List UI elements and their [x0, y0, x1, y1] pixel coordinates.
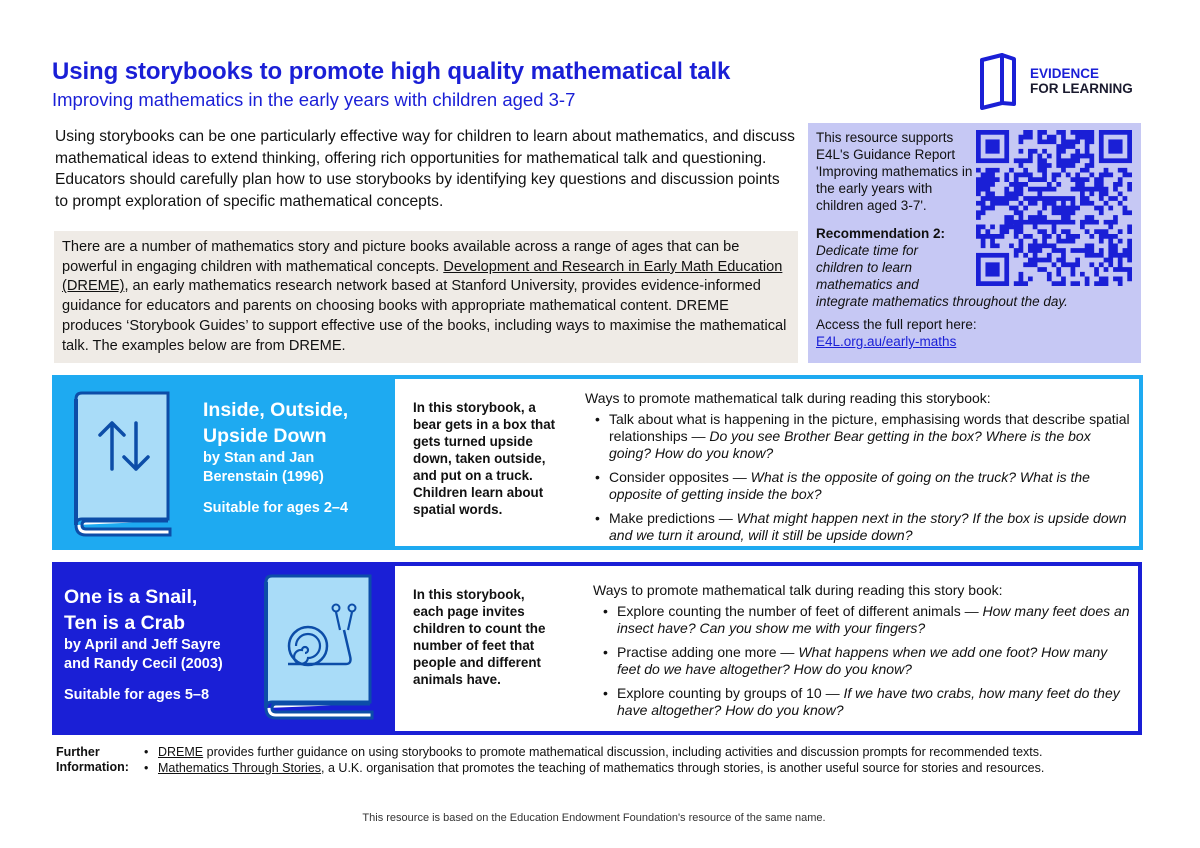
book2-title-1: One is a Snail, — [64, 586, 198, 608]
list-item: • DREME provides further guidance on using storybooks to promote mathematical discussion, including activities and discussion prompts for recommended texts. — [143, 745, 1153, 761]
book2-author-2: and Randy Cecil (2003) — [64, 656, 223, 672]
dreme-further-link[interactable]: DREME — [158, 745, 204, 759]
book1-summary: In this storybook, a bear gets in a box that gets turned upside down, taken outside, and put on a truck. Children learn about spatial words. — [413, 400, 556, 517]
book2-author-1: by April and Jeff Sayre — [64, 637, 221, 653]
further-info-list — [143, 745, 1153, 776]
page-subtitle: Improving mathematics in the early years with children aged 3-7 — [52, 89, 576, 110]
book2-summary: In this storybook, each page invites children to count the number of feet that people and different animals have. — [413, 587, 546, 687]
book2-title-2: Ten is a Crab — [64, 612, 186, 634]
footer-note: This resource is based on the Education Endowment Foundation's resource of the same name. — [362, 812, 826, 824]
book2-ways-title: Ways to promote mathematical talk during reading this story book: — [593, 582, 1003, 598]
qr-code[interactable] — [976, 130, 1132, 286]
list-item: • Consider opposites — What is the opposite of going on the truck? What is the opposite of getting inside the box? — [585, 469, 1133, 503]
recommendation-title: Recommendation 2: — [816, 226, 946, 241]
access-label: Access the full report here: — [816, 317, 977, 332]
intro-paragraph: Using storybooks can be one particularly effective way for children to learn about mathematics, and discuss mathematical ideas to extend thinking, offering rich opportunities for mathematical talk and questioning. Educators should carefully plan how to use storybooks by identifying key questions and discussion points to prompt exploration of specific mathematical concepts. — [55, 128, 795, 210]
info-text-start: There are a number of mathematics story and picture books available across a range of ages that can be powerful in engaging children with mathematical concepts. — [62, 239, 740, 275]
maths-through-stories-link[interactable]: Mathematics Through Stories — [158, 760, 322, 775]
list-item: • Make predictions — What might happen next in the story? If the box is upside down and we turn it around, will it still be upside down? — [585, 510, 1133, 544]
book1-ages: Suitable for ages 2–4 — [203, 500, 349, 516]
report-link[interactable]: E4L.org.au/early-maths — [816, 334, 957, 349]
book-logo-icon — [978, 52, 1018, 110]
guidance-intro: This resource supports E4L's Guidance Report 'Improving mathematics in the early years with children aged 3-7'. — [816, 130, 973, 213]
book1-title-1: Inside, Outside, — [203, 399, 349, 421]
book1-ways — [585, 390, 1133, 551]
book2-ages: Suitable for ages 5–8 — [64, 687, 210, 703]
list-item: • Talk about what is happening in the picture, emphasising words that describe spatial relationships — Do you see Brother Bear getting in the box? Where is the box going? How do you know? — [585, 411, 1133, 462]
logo-line2: FOR LEARNING — [1030, 81, 1133, 96]
info-text-end: , an early mathematics research network based at Stanford University, provides evidence-informed guidance for educators and parents on choosing books with appropriate mathematical content. DREME produces ‘Storybook Guides’ to support effective use of the books, including ways to maximise the mathematical talk. The examples below are from DREME. — [62, 278, 787, 354]
e4l-logo[interactable] — [978, 52, 1148, 110]
recommendation-text-2: integrate mathematics throughout the day. — [816, 294, 1068, 309]
page-title: Using storybooks to promote high quality mathematical talk — [52, 58, 731, 85]
further-info-label: Further Information: — [56, 745, 129, 774]
book1-author-2: Berenstain (1996) — [203, 469, 324, 485]
list-item: • Mathematics Through Stories, a U.K. organisation that promotes the teaching of mathematics through stories, is another useful source for stories and resources. — [143, 761, 1153, 777]
recommendation-text: Dedicate time for children to learn mathematics and — [816, 243, 919, 292]
list-item: • Explore counting the number of feet of different animals — How many feet does an insect have? Can you show me with your fingers? — [593, 603, 1133, 637]
logo-line1: EVIDENCE — [1030, 66, 1100, 81]
book2-ways — [593, 582, 1133, 726]
list-item: • Explore counting by groups of 10 — If we have two crabs, how many feet do they have altogether? How do you know? — [593, 685, 1133, 719]
book1-author-1: by Stan and Jan — [203, 450, 315, 466]
list-item: • Practise adding one more — What happens when we add one foot? How many feet do we have altogether? How do you know? — [593, 644, 1133, 678]
up-down-arrows-icon — [70, 389, 174, 539]
book1-ways-title: Ways to promote mathematical talk during reading this storybook: — [585, 390, 991, 406]
book-card-inside-outside — [52, 375, 1143, 550]
dreme-link[interactable]: Development and Research in Early Math Education (DREME) — [62, 258, 783, 295]
book-card-one-is-a-snail — [52, 562, 1142, 735]
info-box — [54, 231, 798, 363]
book1-title-2: Upside Down — [203, 425, 327, 447]
snail-icon — [260, 572, 374, 722]
